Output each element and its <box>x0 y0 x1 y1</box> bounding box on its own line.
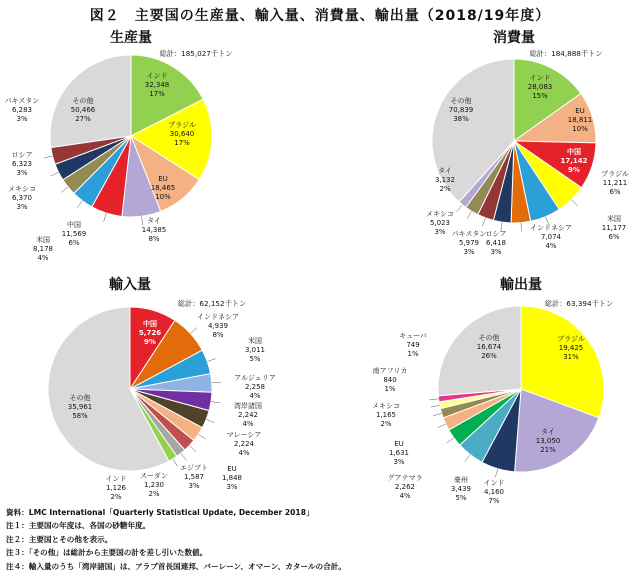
leader-line <box>457 205 463 212</box>
slice-label: ブラジル 30,640 17% <box>168 121 196 147</box>
slice-label: タイ 3,132 2% <box>434 167 456 193</box>
leader-line <box>61 187 68 193</box>
slice-label: メキシコ 1,165 2% <box>372 402 400 428</box>
slice-label: エジプト 1,587 3% <box>180 464 208 490</box>
slice-label: EU 18,811 10% <box>567 107 593 133</box>
slice-label: パキスタン 6,283 3% <box>4 97 40 123</box>
leader-line <box>206 419 214 422</box>
leader-line <box>142 216 143 225</box>
leader-line <box>438 424 446 428</box>
slice-label: ロシア 6,418 3% <box>485 230 507 256</box>
chart-title: 輸出量 <box>500 277 542 293</box>
leader-line <box>173 459 178 467</box>
slice-label: マレーシア 2,224 4% <box>226 431 262 457</box>
source-notes <box>6 506 636 573</box>
pie-chart-3 <box>48 276 276 501</box>
slice-label: EU 1,848 3% <box>221 465 243 491</box>
slice-label: スーダン 1,230 2% <box>140 472 168 498</box>
leader-line <box>212 382 221 383</box>
leader-line <box>190 445 197 451</box>
slice-label: ブラジル 11,211 6% <box>601 170 629 196</box>
leader-line <box>447 438 454 443</box>
pie-chart-1 <box>5 29 233 262</box>
slice-label: インド 32,348 17% <box>144 72 170 98</box>
slice-label: ロシア 6,323 3% <box>11 151 33 177</box>
leader-line <box>104 213 107 222</box>
figure-title: 図２ 主要国の生産量、輸入量、消費量、輸出量（2018/19年度） <box>89 8 551 24</box>
slice-label: その他 35,961 58% <box>67 394 93 420</box>
leader-line <box>495 469 498 478</box>
slice-label: ブラジル 19,425 31% <box>557 335 585 361</box>
pie-chart-4 <box>372 276 613 505</box>
chart-title: 消費量 <box>493 30 535 46</box>
leader-line <box>198 434 206 439</box>
chart-title: 輸入量 <box>109 277 151 293</box>
slice-label: 中国 5,726 9% <box>138 320 162 346</box>
chart-total: 総計：184,888千トン <box>529 49 603 58</box>
slice-label: その他 50,466 27% <box>70 97 96 123</box>
slice-label: EU 1,631 3% <box>388 440 410 466</box>
leader-line <box>431 405 440 407</box>
chart-total: 総計：185,027千トン <box>159 49 233 58</box>
slice-label: タイ 14,385 8% <box>141 217 167 243</box>
leader-line <box>433 413 442 416</box>
slice-label: インド 1,126 2% <box>105 475 127 501</box>
slice-label: タイ 13,050 21% <box>535 428 561 454</box>
leader-line <box>190 328 197 334</box>
slice-label: インドネシア 4,939 8% <box>197 313 239 339</box>
slice-label: 米国 11,177 6% <box>601 215 627 241</box>
slice-label: メキシコ 6,370 3% <box>8 185 36 211</box>
slice-label: グアテマラ 2,262 4% <box>387 474 423 500</box>
chart-title: 生産量 <box>110 30 152 46</box>
slice-label: 南アフリカ 840 1% <box>372 367 408 393</box>
chart-total: 総計：63,394千トン <box>544 299 614 308</box>
leader-line <box>430 399 439 400</box>
leader-line <box>465 455 471 462</box>
slice-label: 中国 11,569 6% <box>61 221 87 247</box>
pie-chart-2 <box>426 29 629 256</box>
leader-line <box>521 223 522 232</box>
leader-line <box>211 402 220 403</box>
slice-label: 湾岸諸国 2,242 4% <box>234 402 262 428</box>
note-1: 注１：主要国の年度は、各国の砂糖年度。 <box>6 521 151 531</box>
note-source: 資料：LMC International「Quarterly Statistical Update, December 2018」 <box>6 508 314 517</box>
leader-line <box>207 359 216 362</box>
leader-line <box>482 218 485 226</box>
slice-label: キューバ 749 1% <box>399 332 427 358</box>
leader-line <box>571 200 577 206</box>
slice-label: 米国 8,178 4% <box>32 236 54 262</box>
leader-line <box>44 156 53 158</box>
note-2: 注２：主要国とその他を表示。 <box>6 534 113 544</box>
slice-label: 米国 3,011 5% <box>244 337 266 363</box>
slice-label: その他 16,674 26% <box>476 334 502 360</box>
leader-line <box>181 453 187 460</box>
slice-label: アルジェリア 2,258 4% <box>234 374 276 400</box>
slice-label: メキシコ 5,023 3% <box>426 210 454 236</box>
slice-label: 中国 17,142 9% <box>560 148 588 174</box>
leader-line <box>77 201 82 208</box>
chart-total: 総計：62,152千トン <box>177 299 247 308</box>
slice-label: インド 4,160 7% <box>483 479 505 505</box>
slice-label: EU 18,465 10% <box>150 175 176 201</box>
slice-label: その他 70,839 38% <box>448 97 474 123</box>
slice-label: インドネシア 7,074 4% <box>530 224 572 250</box>
leader-line <box>51 172 59 176</box>
leader-line <box>467 211 472 219</box>
note-3: 注３：「その他」は総計から主要国の計を差し引いた数値。 <box>6 548 208 558</box>
note-4: 注４：輸入量のうち「湾岸諸国」は、アラブ首長国連邦、バーレーン、オマーン、カタールの合計。 <box>6 561 346 571</box>
slice-label: パキスタン 5,979 3% <box>451 230 487 256</box>
slice-label: インド 28,083 15% <box>527 74 553 100</box>
slice-label: 豪州 3,439 5% <box>450 476 472 502</box>
